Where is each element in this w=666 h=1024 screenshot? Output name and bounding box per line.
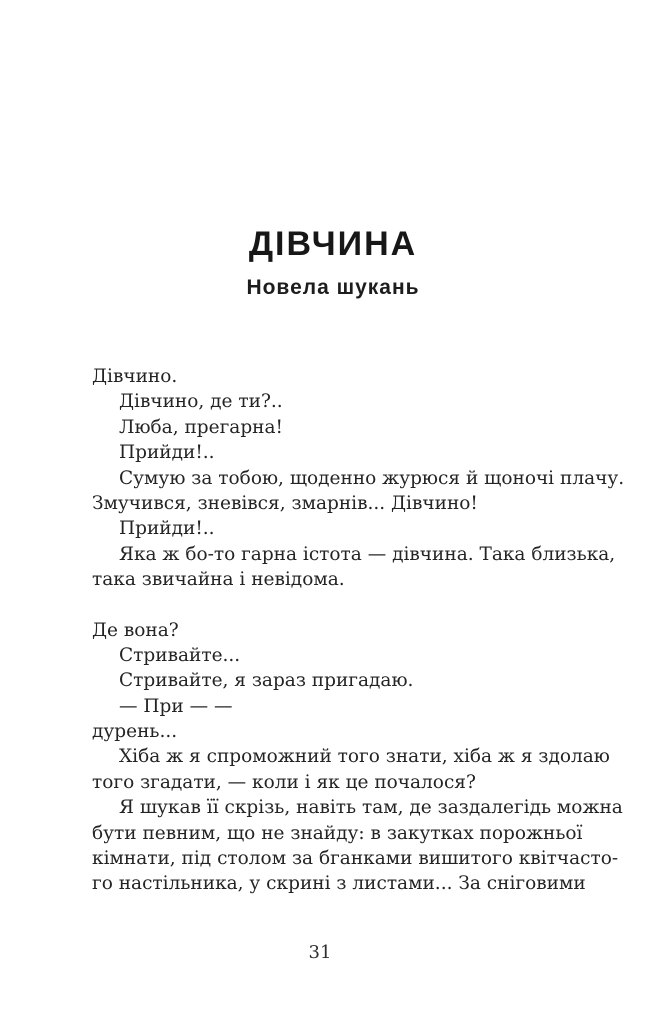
chapter-subtitle: Новела шукань <box>246 276 420 299</box>
text-line: така звичайна і невідома. <box>92 569 345 591</box>
text-line: Сумую за тобою, щоденно журюся й щоночі плачу. <box>119 467 625 489</box>
chapter-title: ДІВЧИНА <box>248 225 418 263</box>
text-line: Яка ж бо-то гарна істота — дівчина. Така близька, <box>119 543 616 565</box>
text-line: Стривайте, я зараз пригадаю. <box>119 670 414 692</box>
text-line: Дівчино. <box>92 366 178 387</box>
text-line: кімнати, під столом за бганками вишитого квітчасто- <box>92 848 619 870</box>
text-line: Прийди!.. <box>119 442 215 464</box>
text-line: бути певним, що не знайду: в закутках порожньої <box>92 822 583 844</box>
text-line: Стривайте... <box>119 644 241 666</box>
body-text <box>92 364 625 897</box>
page-number: 31 <box>308 942 332 963</box>
text-line: — При — — <box>119 695 233 717</box>
text-line: Хіба ж я спроможний того знати, хіба ж я здолаю <box>119 746 610 768</box>
text-line: Дівчино, де ти?.. <box>119 391 283 413</box>
text-line: Де вона? <box>92 619 179 641</box>
text-line: Я шукав її скрізь, навіть там, де заздалегідь можна <box>119 797 623 819</box>
text-line: Люба, прегарна! <box>119 416 283 438</box>
paragraph-gap <box>92 593 592 618</box>
text-line: Прийди!.. <box>119 518 215 540</box>
text-line: Змучився, зневівся, змарнів... Дівчино! <box>92 492 478 514</box>
text-line: того згадати, — коли і як це почалося? <box>92 771 476 793</box>
text-line: дурень... <box>92 721 178 743</box>
text-line: го настільника, у скрині з листами... За сніговими <box>92 873 586 895</box>
